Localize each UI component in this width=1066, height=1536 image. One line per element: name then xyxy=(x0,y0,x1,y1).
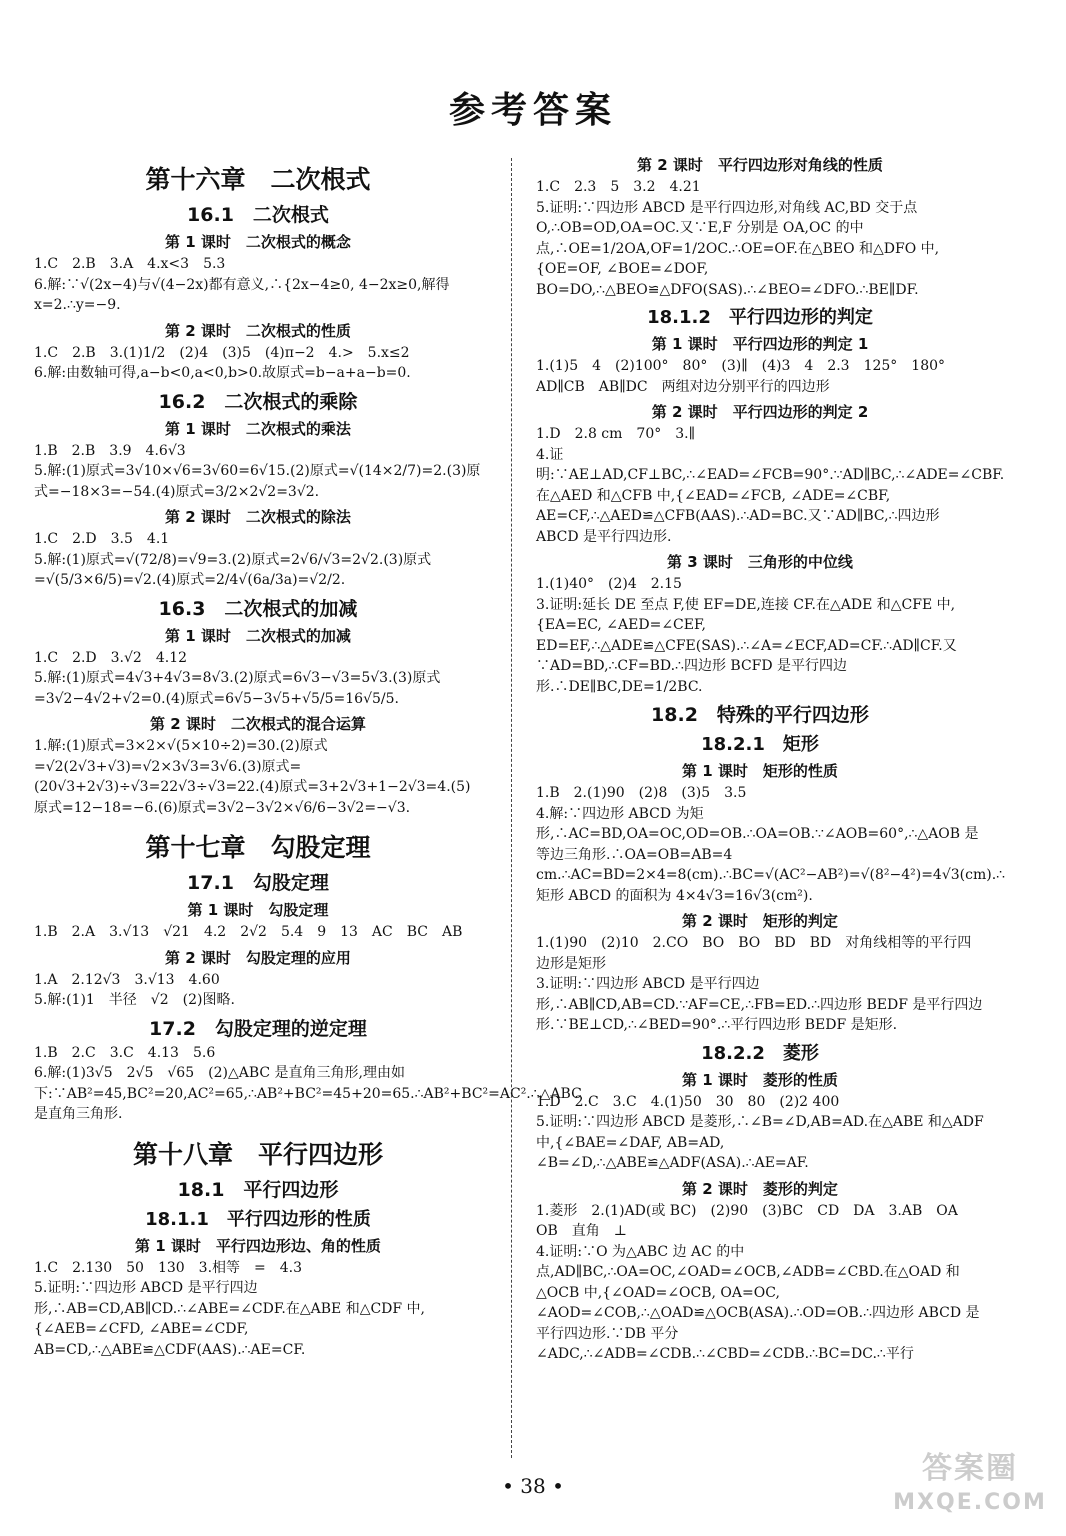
section-heading: 16.1 二次根式 xyxy=(187,204,329,226)
answer-line: 1.D 2.C 3.C 4.(1)50 30 80 (2)2 400 xyxy=(536,1093,840,1110)
answer-line: 4.证明:∵AE⊥AD,CF⊥BC,∴∠EAD=∠FCB=90°.∵AD∥BC,∴∠ADE=∠CBF.在△AED 和△CFB 中,{∠EAD=∠FCB, ∠ADE=∠CBF, AE=CF,∴△AED≌△CFB(AAS).∴AD=BC.又∵AD∥BC,∴四边形 ABCD 是平行四边形. xyxy=(536,446,1005,545)
chapter-heading: 第十六章 二次根式 xyxy=(145,165,371,194)
watermark-line2: MXQE.COM xyxy=(893,1490,1047,1515)
subsection-heading: 18.2.1 矩形 xyxy=(701,734,819,755)
answer-line: 5.解:(1)1 半径 √2 (2)图略. xyxy=(34,992,235,1008)
section-heading: 18.1 平行四边形 xyxy=(177,1178,339,1201)
watermark-line1: 答案圈 xyxy=(922,1451,1018,1486)
section-heading: 16.2 二次根式的乘除 xyxy=(158,390,358,413)
answer-line: 1.菱形 2.(1)AD(或 BC) (2)90 (3)BC CD DA 3.AB OA OB 直角 ⊥ xyxy=(536,1202,972,1239)
right-column xyxy=(536,150,1006,1365)
lesson-heading: 第 1 课时 平行四边形的判定 1 xyxy=(651,335,869,353)
lesson-heading: 第 2 课时 二次根式的性质 xyxy=(165,321,351,340)
answer-line: 6.解:(1)3√5 2√5 √65 (2)△ABC 是直角三角形,理由如下:∵AB²=45,BC²=20,AC²=65,∴AB²+BC²=45+20=65.∴AB²+BC²=AC².∴△ABC 是直角三角形. xyxy=(34,1065,582,1122)
section-heading: 17.2 勾股定理的逆定理 xyxy=(149,1017,367,1040)
answer-line: 6.解:由数轴可得,a−b<0,a<0,b>0.故原式=b−a+a−b=0. xyxy=(34,365,411,381)
section-heading: 16.3 二次根式的加减 xyxy=(158,597,358,620)
answer-line: 3.证明:∵四边形 ABCD 是平行四边形,∴AB∥CD,AB=CD.∵AF=CE,∴FB=ED.∴四边形 BEDF 是平行四边形.∵BE⊥CD,∴∠BED=90°.∴平行四边形 BEDF 是矩形. xyxy=(536,976,983,1033)
watermark-logo xyxy=(890,1448,1050,1526)
answer-line: 1.(1)40° (2)4 2.15 xyxy=(536,576,682,592)
lesson-heading: 第 3 课时 三角形的中位线 xyxy=(667,553,853,571)
answer-line: 5.解:(1)原式=4√3+4√3=8√3.(2)原式=6√3−√3=5√3.(3)原式=3√2−4√2+√2=0.(4)原式=6√5−3√5+√5/5=16√5/5. xyxy=(34,670,441,707)
chapter-heading: 第十七章 勾股定理 xyxy=(145,833,371,862)
answer-line: 5.解:(1)原式=√(72/8)=√9=3.(2)原式=2√6/√3=2√2.(3)原式=√(5/3×6/5)=√2.(4)原式=2/4√(6a/3a)=√2/2. xyxy=(34,551,432,588)
answer-line: 4.证明:∵O 为△ABC 边 AC 的中点,AD∥BC,∴OA=OC,∠OAD=∠OCB,∠ADB=∠CBD.在△OAD 和△OCB 中,{∠OAD=∠OCB, OA=OC, ∠AOD=∠COB,∴△OAD≌△OCB(ASA).∴OD=OB.∴四边形 ABCD 是平行四边形.∵DB 平分∠ADC,∴∠ADB=∠CDB.∴∠CBD=∠CDB.∴BC=DC.∴平行 xyxy=(536,1243,980,1362)
lesson-heading: 第 1 课时 二次根式的加减 xyxy=(165,626,351,645)
answer-line: 1.C 2.3 5 3.2 4.21 xyxy=(536,179,701,195)
section-heading: 17.1 勾股定理 xyxy=(187,872,329,894)
answer-line: 1.B 2.C 3.C 4.13 5.6 xyxy=(34,1044,216,1061)
subsection-heading: 18.2.2 菱形 xyxy=(701,1042,819,1064)
lesson-heading: 第 1 课时 矩形的性质 xyxy=(682,762,838,780)
left-column xyxy=(34,150,582,1360)
answer-line: 1.解:(1)原式=3×2×√(5×10÷2)=30.(2)原式=√2(2√3+√3)=√2×3√3=3√6.(3)原式=(20√3+2√3)÷√3=22√3÷√3=22.(4)原式=3+2√3+1−2√3=4.(5)原式=12−18=−6.(6)原式=3√2−3√2×√6/6−3√2=−√3. xyxy=(34,738,471,816)
answer-line: 1.C 2.B 3.A 4.x<3 5.3 xyxy=(34,256,226,272)
lesson-heading: 第 2 课时 二次根式的混合运算 xyxy=(150,715,366,733)
answer-line: 1.C 2.B 3.(1)1/2 (2)4 (3)5 (4)π−2 4.> 5.x≤2 xyxy=(34,344,410,361)
lesson-heading: 第 2 课时 二次根式的除法 xyxy=(165,508,351,526)
answer-line: 1.B 2.A 3.√13 √21 4.2 2√2 5.4 9 13 AC BC AB xyxy=(34,924,463,940)
lesson-heading: 第 2 课时 菱形的判定 xyxy=(682,1179,838,1198)
subsection-heading: 18.1.1 平行四边形的性质 xyxy=(145,1208,371,1230)
subsection-heading: 18.1.2 平行四边形的判定 xyxy=(647,307,873,328)
lesson-heading: 第 2 课时 平行四边形对角线的性质 xyxy=(637,156,883,174)
answer-line: 5.证明:∵四边形 ABCD 是平行四边形,对角线 AC,BD 交于点 O,∴OB=OD,OA=OC.又∵E,F 分别是 OA,OC 的中点,∴OE=1/2OA,OF=1/2OC.∴OE=OF.在△BEO 和△DFO 中,{OE=OF, ∠BOE=∠DOF, BO=DO,∴△BEO≌△DFO(SAS).∴∠BEO=∠DFO.∴BE∥DF. xyxy=(536,199,940,298)
chapter-heading: 第十八章 平行四边形 xyxy=(132,1139,383,1169)
answer-line: 4.解:∵四边形 ABCD 为矩形,∴AC=BD,OA=OC,OD=OB.∴OA=OB.∵∠AOB=60°,∴△AOB 是等边三角形.∴OA=OB=AB=4 cm.∴AC=BD=2×4=8(cm).∴BC=√(AC²−AB²)=√(8²−4²)=4√3(cm).∴矩形 ABCD 的面积为 4×4√3=16√3(cm²). xyxy=(536,805,1006,904)
answer-line: 1.C 2.D 3.5 4.1 xyxy=(34,531,170,547)
answer-line: 3.证明:延长 DE 至点 F,使 EF=DE,连接 CF.在△ADE 和△CFE 中,{EA=EC, ∠AED=∠CEF, ED=EF,∴△ADE≌△CFE(SAS).∴∠A=∠ECF,AD=CF.∴AD∥CF.又∵AD=BD,∴CF=BD.∴四边形 BCFD 是平行四边形.∴DE∥BC,DE=1/2BC. xyxy=(536,596,957,695)
answer-line: 1.(1)90 (2)10 2.CO BO BO BD BD 对角线相等的平行四边形是矩形 xyxy=(536,935,972,972)
lesson-heading: 第 2 课时 矩形的判定 xyxy=(682,912,838,930)
answer-line: 1.B 2.(1)90 (2)8 (3)5 3.5 xyxy=(536,785,747,801)
lesson-heading: 第 1 课时 勾股定理 xyxy=(187,901,329,919)
answer-line: 5.证明:∵四边形 ABCD 是菱形,∴∠B=∠D,AB=AD.在△ABE 和△ADF 中,{∠BAE=∠DAF, AB=AD, ∠B=∠D,∴△ABE≌△ADF(ASA).∴AE=AF. xyxy=(536,1114,984,1171)
answer-line: 1.B 2.B 3.9 4.6√3 xyxy=(34,442,186,459)
answer-line: 1.C 2.D 3.√2 4.12 xyxy=(34,649,188,666)
page-number: • 38 • xyxy=(502,1474,564,1498)
answer-line: 1.(1)5 4 (2)100° 80° (3)∥ (4)3 4 2.3 125° 180° AD∥CB AB∥DC 两组对边分别平行的四边形 xyxy=(536,358,960,395)
lesson-heading: 第 1 课时 菱形的性质 xyxy=(682,1070,838,1089)
answer-line: 1.C 2.130 50 130 3.相等 = 4.3 xyxy=(34,1259,303,1276)
answer-line: 1.A 2.12√3 3.√13 4.60 xyxy=(34,971,220,988)
answer-line: 6.解:∵√(2x−4)与√(4−2x)都有意义,∴{2x−4≥0, 4−2x≥0,解得 x=2.∴y=−9. xyxy=(34,276,450,313)
lesson-heading: 第 2 课时 勾股定理的应用 xyxy=(165,948,351,967)
lesson-heading: 第 1 课时 平行四边形边、角的性质 xyxy=(135,1236,381,1255)
lesson-heading: 第 1 课时 二次根式的乘法 xyxy=(165,419,351,438)
lesson-heading: 第 2 课时 平行四边形的判定 2 xyxy=(651,403,869,421)
answer-line: 5.证明:∵四边形 ABCD 是平行四边形,∴AB=CD,AB∥CD.∴∠ABE=∠CDF.在△ABE 和△CDF 中,{∠AEB=∠CFD, ∠ABE=∠CDF, AB=CD,∴△ABE≌△CDF(AAS).∴AE=CF. xyxy=(34,1280,426,1358)
section-heading: 18.2 特殊的平行四边形 xyxy=(651,704,869,726)
answer-line: 1.D 2.8 cm 70° 3.∥ xyxy=(536,426,696,442)
page-title: 参考答案 xyxy=(448,90,617,131)
lesson-heading: 第 1 课时 二次根式的概念 xyxy=(165,233,351,251)
answer-line: 5.解:(1)原式=3√10×√6=3√60=6√15.(2)原式=√(14×2/7)=2.(3)原式=−18×3=−54.(4)原式=3/2×2√2=3√2. xyxy=(34,463,481,500)
column-divider xyxy=(511,158,512,1458)
